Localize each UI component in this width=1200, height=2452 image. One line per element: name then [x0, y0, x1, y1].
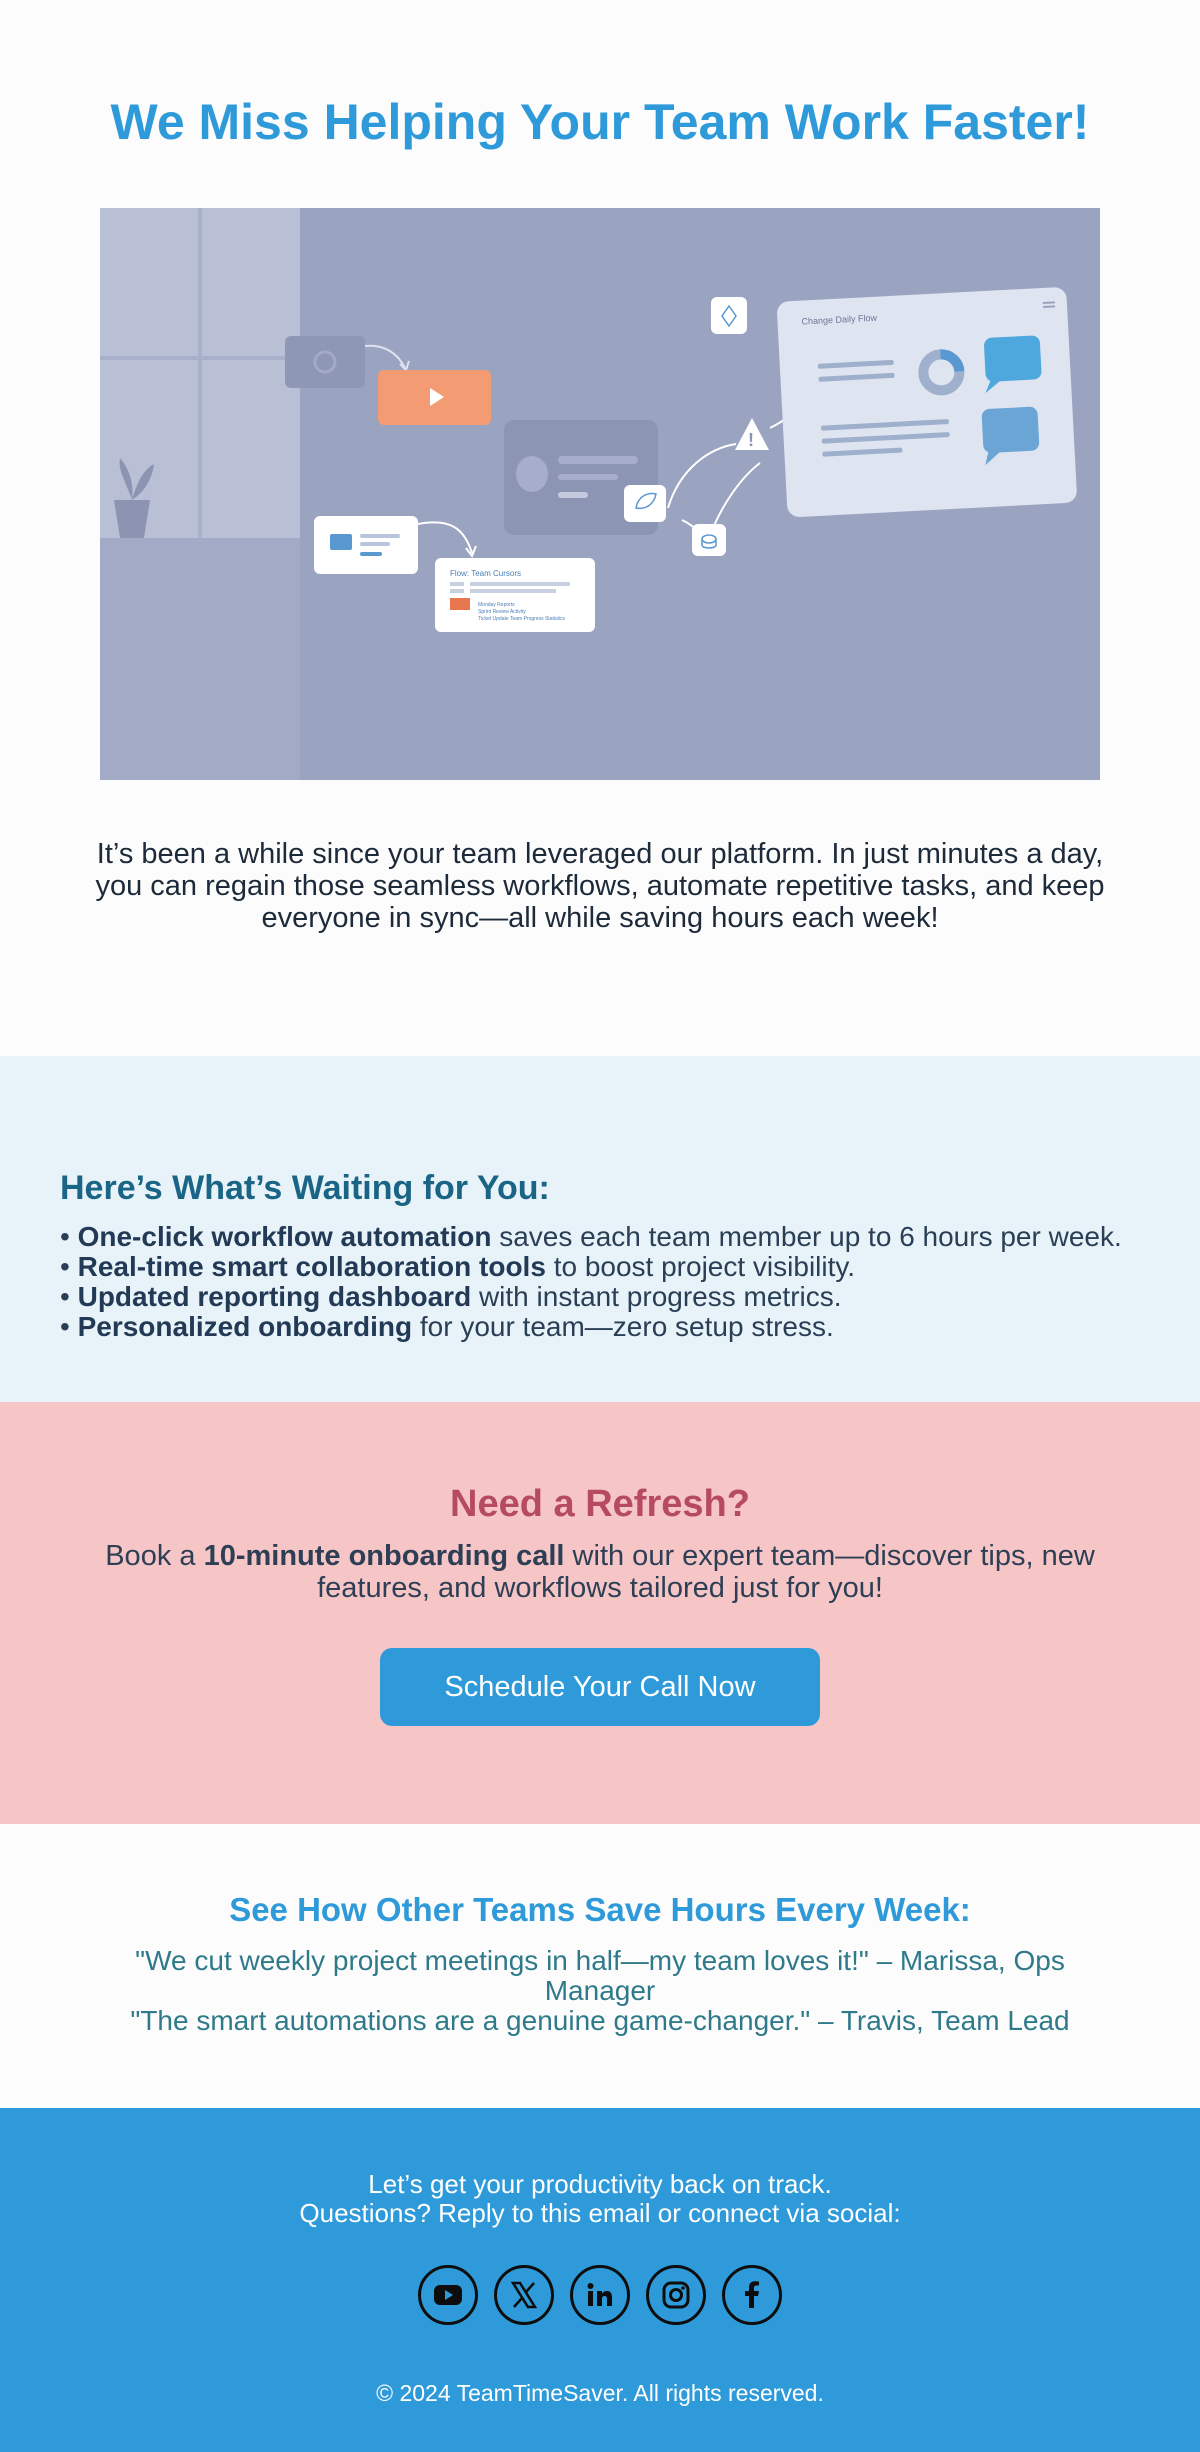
linkedin-icon[interactable]	[570, 2265, 630, 2325]
testimonials-section	[0, 1824, 1200, 2108]
svg-text:Ticket Update Team Progress St: Ticket Update Team Progress Statistics	[478, 616, 565, 622]
flow-card-title: Flow: Team Cursors	[450, 569, 521, 578]
plant-illustration	[114, 500, 150, 538]
database-node-icon	[692, 524, 726, 556]
features-heading: Here’s What’s Waiting for You:	[60, 1169, 550, 1207]
hero-illustration	[100, 208, 1100, 780]
x-icon[interactable]	[494, 2265, 554, 2325]
features-section	[0, 1056, 1200, 1402]
testimonial-quote: "We cut weekly project meetings in half—my team loves it!" – Marissa, Ops Manager	[135, 1945, 1065, 2006]
leaf-node-icon	[624, 485, 666, 522]
hero-section	[0, 0, 1200, 1056]
footer	[0, 2108, 1200, 2452]
refresh-section	[0, 1402, 1200, 1824]
svg-text:Monday Reports: Monday Reports	[478, 602, 515, 608]
dashboard-panel	[776, 287, 1077, 518]
hero-title: We Miss Helping Your Team Work Faster!	[110, 94, 1090, 150]
svg-text:Change Daily Flow: Change Daily Flow	[801, 312, 878, 327]
feature-item: • Updated reporting dashboard with instant progress metrics.	[60, 1281, 842, 1312]
refresh-text: Book a 10-minute onboarding call with our expert team—discover tips, new features, and workflows tailored just for you!	[105, 1540, 1095, 1604]
svg-text:Sprint Review Activity: Sprint Review Activity	[478, 609, 526, 615]
footer-line: Let’s get your productivity back on track.	[368, 2169, 832, 2199]
youtube-icon[interactable]	[418, 2265, 478, 2325]
footer-line: Questions? Reply to this email or connect via social:	[299, 2198, 901, 2228]
schedule-call-button[interactable]: Schedule Your Call Now	[380, 1648, 820, 1726]
testimonial-quote: "The smart automations are a genuine game-changer." – Travis, Team Lead	[130, 2005, 1070, 2036]
instagram-icon[interactable]	[646, 2265, 706, 2325]
testimonials-heading: See How Other Teams Save Hours Every Week:	[229, 1891, 971, 1928]
refresh-heading: Need a Refresh?	[450, 1483, 750, 1525]
feature-item: • Real-time smart collaboration tools to boost project visibility.	[60, 1251, 856, 1282]
drop-node-icon	[711, 297, 747, 334]
svg-text:!: !	[748, 430, 754, 450]
features-list	[60, 1222, 1140, 1342]
feature-item: • One-click workflow automation saves each team member up to 6 hours per week.	[60, 1221, 1122, 1252]
feature-item: • Personalized onboarding for your team—zero setup stress.	[60, 1311, 834, 1342]
copyright: © 2024 TeamTimeSaver. All rights reserved.	[376, 2380, 824, 2406]
testimonial-list	[90, 1946, 1110, 2036]
social-links	[0, 2265, 1200, 2325]
hero-body-text: It’s been a while since your team leveraged our platform. In just minutes a day, you can regain those seamless workflows, automate repetitive tasks, and keep everyone in sync—all while saving hours each week!	[95, 838, 1105, 934]
facebook-icon[interactable]	[722, 2265, 782, 2325]
footer-message	[0, 2170, 1200, 2228]
camera-card	[285, 336, 365, 388]
